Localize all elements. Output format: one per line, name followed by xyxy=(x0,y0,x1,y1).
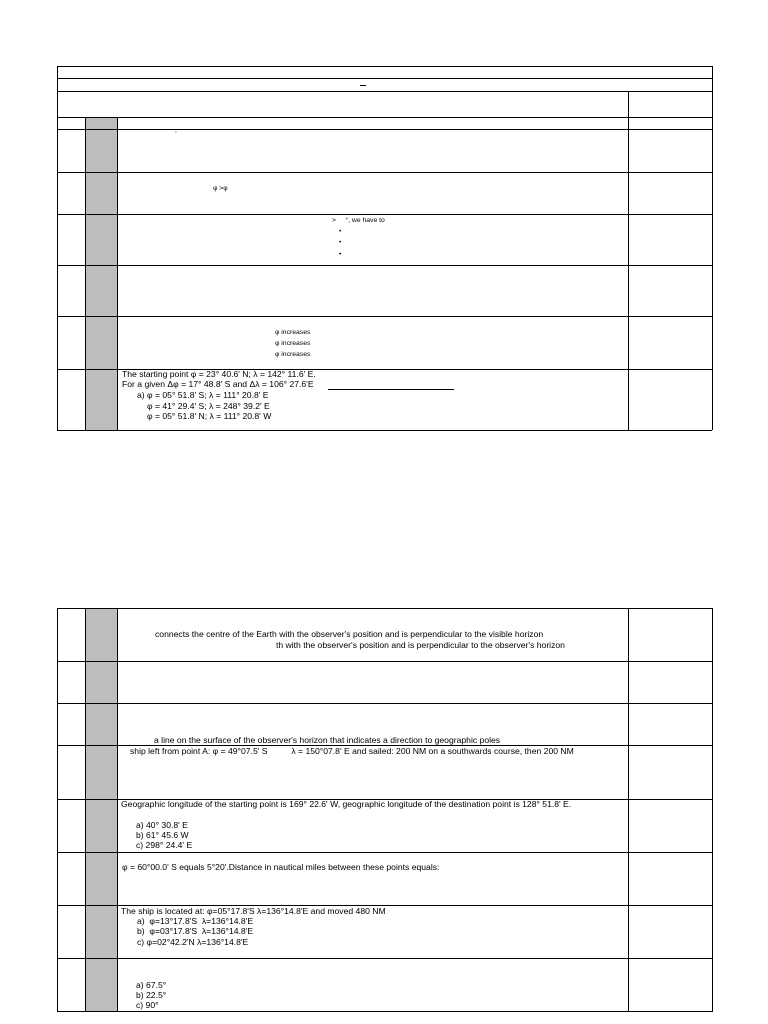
t2-q7-option: c) φ=02°42.2'N λ=136°14.8'E xyxy=(137,937,249,947)
q6-option: a) φ = 05° 51.8' S; λ = 111° 20.8' E xyxy=(137,390,269,400)
table-2-rule xyxy=(57,608,58,1012)
t2-q8-option: b) 22.5° xyxy=(136,990,167,1000)
q3-text: > °, we have to xyxy=(332,217,385,224)
q5-option: φ increases xyxy=(275,340,311,347)
table-1-rule xyxy=(57,430,712,431)
table-2-rule xyxy=(57,703,712,704)
q6-option: φ = 05° 51.8' N; λ = 111° 20.8' W xyxy=(147,411,272,421)
table-2-rule xyxy=(57,1011,712,1012)
table-2-rule xyxy=(712,608,713,1012)
q1-comma: , xyxy=(175,127,177,134)
q2-text: φ >φ xyxy=(213,185,228,192)
table-2-rule xyxy=(57,958,712,959)
t2-q5-line: Geographic longitude of the starting point is 169° 22.6' W, geographic longitude of the destination point is 128° 51.8' E. xyxy=(121,799,572,809)
table-1-rule xyxy=(57,316,712,317)
t2-q8-option: a) 67.5° xyxy=(136,980,167,990)
table-1-rule xyxy=(85,117,86,430)
t2-q5-option: a) 40° 30.8' E xyxy=(136,820,188,830)
table-2-rule xyxy=(628,608,629,1012)
table-1-rule xyxy=(57,129,712,130)
t2-q5-option: b) 61° 45.6 W xyxy=(136,830,189,840)
table-1-rule xyxy=(57,117,712,118)
t2-q1-line-2: th with the observer's position and is perpendicular to the observer's horizon xyxy=(276,640,565,650)
title-dash xyxy=(360,85,366,86)
table-2-rule xyxy=(57,852,712,853)
table-2-rule xyxy=(57,661,712,662)
q5-option: φ increases xyxy=(275,351,311,358)
t2-q1-line-1: connects the centre of the Earth with the observer's position and is perpendicular to the visible horizon xyxy=(155,629,544,639)
table-2-rule xyxy=(57,608,712,609)
table-2-gray-column xyxy=(85,608,117,1012)
table-1-rule xyxy=(117,117,118,430)
table-1-rule xyxy=(628,91,629,430)
t2-q7-line: The ship is located at: φ=05°17.8'S λ=136°14.8'E and moved 480 NM xyxy=(121,906,386,916)
table-2-rule xyxy=(117,608,118,1012)
t2-q3-line: a line on the surface of the observer's horizon that indicates a direction to geographic poles xyxy=(154,735,501,745)
t2-q7-option: b) φ=03°17.8'S λ=136°14.8'E xyxy=(137,926,254,936)
table-1-rule xyxy=(57,91,712,92)
t2-q6-line: φ = 60°00.0' S equals 5°20'.Distance in nautical miles between these points equals: xyxy=(122,862,440,872)
q3-bullet: • xyxy=(339,239,342,246)
table-1-gray-column xyxy=(85,117,117,430)
t2-q5-option: c) 298° 24.4' E xyxy=(136,840,193,850)
table-1-rule xyxy=(712,66,713,430)
table-1-rule xyxy=(57,66,58,430)
q6-option: φ = 41° 29.4' S; λ = 248° 39.2' E xyxy=(147,401,270,411)
t2-q7-option: a) φ=13°17.8'S λ=136°14.8'E xyxy=(137,916,254,926)
table-1-rule xyxy=(57,66,712,67)
q6-line-1: The starting point φ = 23° 40.6' N; λ = 142° 11.6' E. xyxy=(122,369,316,379)
table-1-rule xyxy=(57,172,712,173)
t2-q8-option: c) 90° xyxy=(136,1000,159,1010)
q6-answer-blank xyxy=(328,389,454,390)
table-2-rule xyxy=(85,608,86,1012)
q5-option: φ increases xyxy=(275,329,311,336)
table-1-rule xyxy=(57,265,712,266)
q3-bullet: • xyxy=(339,251,342,258)
table-1-rule xyxy=(57,78,712,79)
q3-bullet: • xyxy=(339,228,342,235)
q6-line-2: For a given Δφ = 17° 48.8' S and Δλ = 106° 27.6'E xyxy=(122,379,314,389)
t2-q4-line: ship left from point A: φ = 49°07.5' S λ = 150°07.8' E and sailed: 200 NM on a southwards course, then 200 NM xyxy=(130,746,574,756)
